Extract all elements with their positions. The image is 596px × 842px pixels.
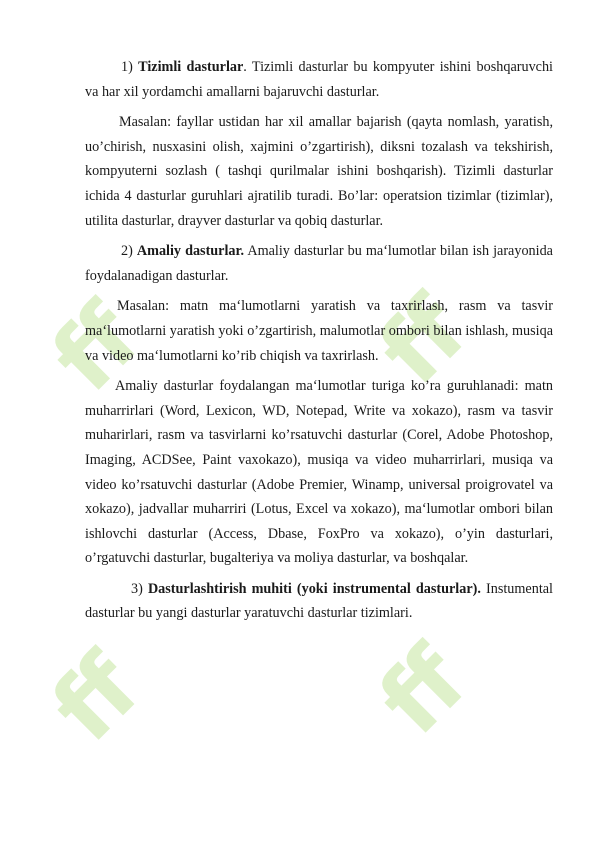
paragraph-system-examples: Masalan: fayllar ustidan har xil amallar bajarish (qayta nomlash, yaratish, uo’chirish, nusxasini olish, xajmini o’zgartirish), diksni tozalash va tekshirish, kompyuterni sozlash ( tashqi qurilmalar ishini boshqarish). Tizimli dasturlar ichida 4 dasturlar guruhlari ajratilib turadi. Bo’lar: operatsion tizimlar (tizimlar), utilita dasturlar, drayver dasturlar va qobiq dasturlar. [85,114,553,229]
paragraph-application-software [85,239,553,288]
svg-text:ff: ff [358,626,488,756]
svg-text:ff: ff [358,276,488,406]
section-title: Amaliy dasturlar. [136,243,245,260]
svg-text:ff: ff [31,283,160,413]
paragraph-text: Amaliy dasturlar bu ma‘lumotlar bilan ish jarayonida foydalanadigan dasturlar. [85,243,553,284]
section-title: Dasturlashtirish muhiti (yoki instrumental dasturlar). [147,580,481,597]
document-body [85,55,553,632]
paragraph-application-examples: Masalan: matn ma‘lumotlarni yaratish va taxrirlash, rasm va tasvir ma‘lumotlarni yaratish yoki o’zgartirish, malumotlar ombori bilan ishlash, musiqa va video ma‘lumotlarni ko’rib chiqish va taxrirlash. [85,298,553,364]
list-number: 3) [131,580,148,597]
paragraph-text: . Tizimli dasturlar bu kompyuter ishini boshqaruvchi va har xil yordamchi amallarni bajaruvchi dasturlar. [85,59,553,100]
paragraph-application-groups: Amaliy dasturlar foydalangan ma‘lumotlar turiga ko’ra guruhlanadi: matn muharrirlari (Word, Lexicon, WD, Notepad, Write va xokazo), rasm va tasvir muharirlari, rasm va tasvirlarni ko’rsatuvchi dasturlar (Corel, Adobe Photoshop, Imaging, ACDSee, Paint vaxokazo), musiqa va video muharrirlari, musiqa va video ko’rsatuvchi dasturlar (Adobe Premier, Winamp, universal proigrovatel va xokazo), jadvallar muharriri (Lotus, Excel va xokazo), ma‘lumotlar ombori bilan ishlovchi dasturlar (Access, Dbase, FoxPro va xokazo), o’yin dasturlari, o’rgatuvchi dasturlar, bugalteriya va moliya dasturlar, va boshqalar. [85,378,553,567]
list-number: 1) [121,59,139,75]
section-title: Tizimli dasturlar [138,59,244,75]
paragraph-programming-environment [85,577,553,626]
list-number: 2) [121,243,137,260]
svg-text:ff: ff [31,633,160,763]
paragraph-system-software [85,55,553,104]
paragraph-text: Instumental dasturlar bu yangi dasturlar yaratuvchi dasturlar tizimlari. [85,580,553,622]
